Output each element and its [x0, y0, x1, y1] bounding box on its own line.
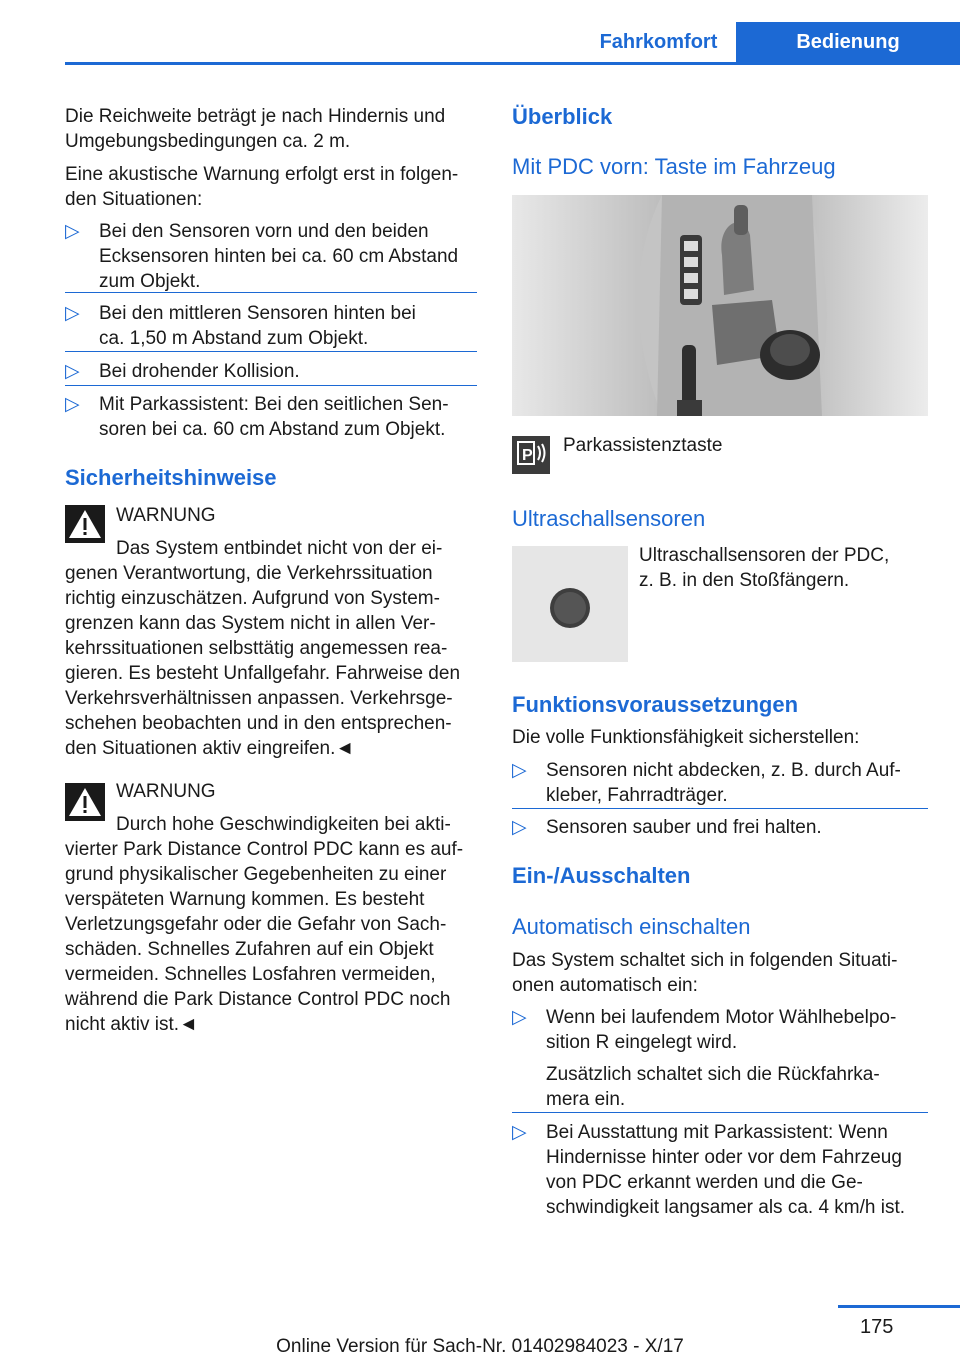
bullet-icon: ▷ — [65, 361, 80, 382]
text-line: Bei Ausstattung mit Parkassistent: Wenn — [546, 1122, 888, 1143]
auto-on-text — [512, 948, 897, 998]
text-line: nicht aktiv ist.◄ — [65, 1014, 198, 1035]
text-line: vierter Park Distance Control PDC kann es auf- — [65, 839, 464, 860]
text-line: Mit Parkassistent: Bei den seitlichen Sen- — [99, 394, 449, 415]
text-line: mera ein. — [546, 1089, 626, 1110]
text-line: onen automatisch ein: — [512, 975, 698, 996]
pdc-heading: Mit PDC vorn: Taste im Fahrzeug — [512, 154, 836, 179]
text-line: gieren. Es besteht Unfallgefahr. Fahrweise den — [65, 663, 461, 684]
center-console-image — [512, 195, 928, 416]
header-chapter-tab[interactable]: Fahrkomfort — [599, 30, 718, 53]
safety-heading: Sicherheitshinweise — [65, 465, 277, 490]
text-line: schwindigkeit langsamer als ca. 4 km/h ist. — [546, 1197, 906, 1218]
text-line: z. B. in den Stoßfängern. — [639, 570, 850, 591]
list-item — [99, 359, 300, 384]
text-line: vermeiden. Schnelles Losfahren vermeiden, — [65, 964, 436, 985]
park-assist-icon — [512, 436, 550, 474]
text-line: soren bei ca. 60 cm Abstand zum Objekt. — [99, 419, 446, 440]
bullet-icon: ▷ — [65, 394, 80, 415]
list-item: Sensoren sauber und frei halten. — [546, 817, 822, 838]
text-line: Eine akustische Warnung erfolgt erst in folgen- — [65, 164, 459, 185]
footer-text: Online Version für Sach-Nr. 01402984023 - X/17 — [276, 1336, 684, 1357]
text-line: Zusätzlich schaltet sich die Rückfahrka- — [546, 1064, 880, 1085]
warning-label: WARNUNG — [116, 505, 216, 526]
list-divider — [512, 808, 928, 809]
list-item-note — [546, 1062, 880, 1112]
text-line: den Situationen aktiv eingreifen.◄ — [65, 738, 355, 759]
warning-triangle-icon — [65, 783, 105, 821]
list-item — [99, 392, 449, 442]
acoustic-paragraph — [65, 162, 458, 212]
bullet-icon: ▷ — [512, 760, 527, 781]
list-item — [99, 301, 416, 351]
list-divider — [65, 351, 477, 352]
text-line: richtig einzuschätzen. Aufgrund von System- — [65, 588, 440, 609]
header-rule — [65, 62, 960, 65]
text-line: Verletzungsgefahr oder die Gefahr von Sach- — [65, 914, 447, 935]
text-line: Die Reichweite beträgt je nach Hindernis und — [65, 106, 446, 127]
text-line: verspäteten Warnung kommen. Es besteht — [65, 889, 425, 910]
text-line: grund physikalischer Gegebenheiten zu einer — [65, 864, 447, 885]
text-line: von PDC erkannt werden und die Ge- — [546, 1172, 863, 1193]
text-line: kleber, Fahrradträger. — [546, 785, 728, 806]
list-item — [99, 219, 458, 294]
function-requirements-text: Die volle Funktionsfähigkeit sicherstellen: — [512, 727, 860, 748]
text-line: sition R eingelegt wird. — [546, 1032, 738, 1053]
function-requirements-heading: Funktionsvoraussetzungen — [512, 692, 799, 717]
list-item — [546, 1005, 896, 1055]
bullet-icon: ▷ — [512, 817, 527, 838]
list-divider — [65, 292, 477, 293]
footer-rule — [838, 1305, 960, 1308]
on-off-heading: Ein-/Ausschalten — [512, 863, 691, 888]
text-line: Ecksensoren hinten bei ca. 60 cm Abstand — [99, 246, 459, 267]
ultrasonic-sensor-image — [512, 546, 628, 662]
text-line: Verkehrsverhältnissen anpassen. Verkehrsge- — [65, 688, 453, 709]
warning-text-first: Durch hohe Geschwindigkeiten bei akti- — [116, 814, 451, 835]
warning-label: WARNUNG — [116, 781, 216, 802]
text-line: Hindernisse hinter oder vor dem Fahrzeug — [546, 1147, 902, 1168]
text-line: Sensoren nicht abdecken, z. B. durch Auf- — [546, 760, 901, 781]
list-item — [546, 1120, 905, 1220]
text-line: Bei den Sensoren vorn und den beiden — [99, 221, 429, 242]
text-line: Ultraschallsensoren der PDC, — [639, 545, 890, 566]
text-line: genen Verantwortung, die Verkehrssituation — [65, 563, 433, 584]
text-line: Bei den mittleren Sensoren hinten bei — [99, 303, 416, 324]
text-line: den Situationen: — [65, 189, 203, 210]
text-line: Das System schaltet sich in folgenden Situati- — [512, 950, 898, 971]
overview-heading: Überblick — [512, 104, 613, 129]
text-line: während die Park Distance Control PDC noch — [65, 989, 451, 1010]
ultrasonic-heading: Ultraschallsensoren — [512, 506, 706, 531]
list-divider — [65, 385, 477, 386]
text-line: ca. 1,50 m Abstand zum Objekt. — [99, 328, 369, 349]
text-line: grenzen kann das System nicht in allen Ver- — [65, 613, 436, 634]
text-line: Umgebungsbedingungen ca. 2 m. — [65, 131, 351, 152]
list-divider — [512, 1112, 928, 1113]
range-paragraph — [65, 104, 445, 154]
text-line: kehrssituationen selbsttätig angemessen rea- — [65, 638, 448, 659]
text-line: schäden. Schnelles Zufahren auf ein Objekt — [65, 939, 434, 960]
warning-text — [65, 837, 463, 1037]
text-line: zum Objekt. — [99, 271, 201, 292]
warning-text — [65, 561, 460, 761]
text-line: schehen beobachten und in den entsprechen- — [65, 713, 452, 734]
svg-text:P: P — [522, 447, 533, 464]
bullet-icon: ▷ — [512, 1007, 527, 1028]
page-number: 175 — [860, 1316, 894, 1338]
bullet-icon: ▷ — [65, 303, 80, 324]
text-line: Wenn bei laufendem Motor Wählhebelpo- — [546, 1007, 897, 1028]
header-section-tab[interactable]: Bedienung — [736, 22, 960, 63]
warning-text-first: Das System entbindet nicht von der ei- — [116, 538, 443, 559]
bullet-icon: ▷ — [65, 221, 80, 242]
bullet-icon: ▷ — [512, 1122, 527, 1143]
auto-on-heading: Automatisch einschalten — [512, 914, 751, 939]
list-item — [546, 758, 901, 808]
text-line: Bei drohender Kollision. — [99, 361, 300, 382]
park-assist-label: Parkassistenztaste — [563, 435, 723, 456]
warning-triangle-icon — [65, 505, 105, 543]
ultrasonic-text — [639, 543, 889, 593]
